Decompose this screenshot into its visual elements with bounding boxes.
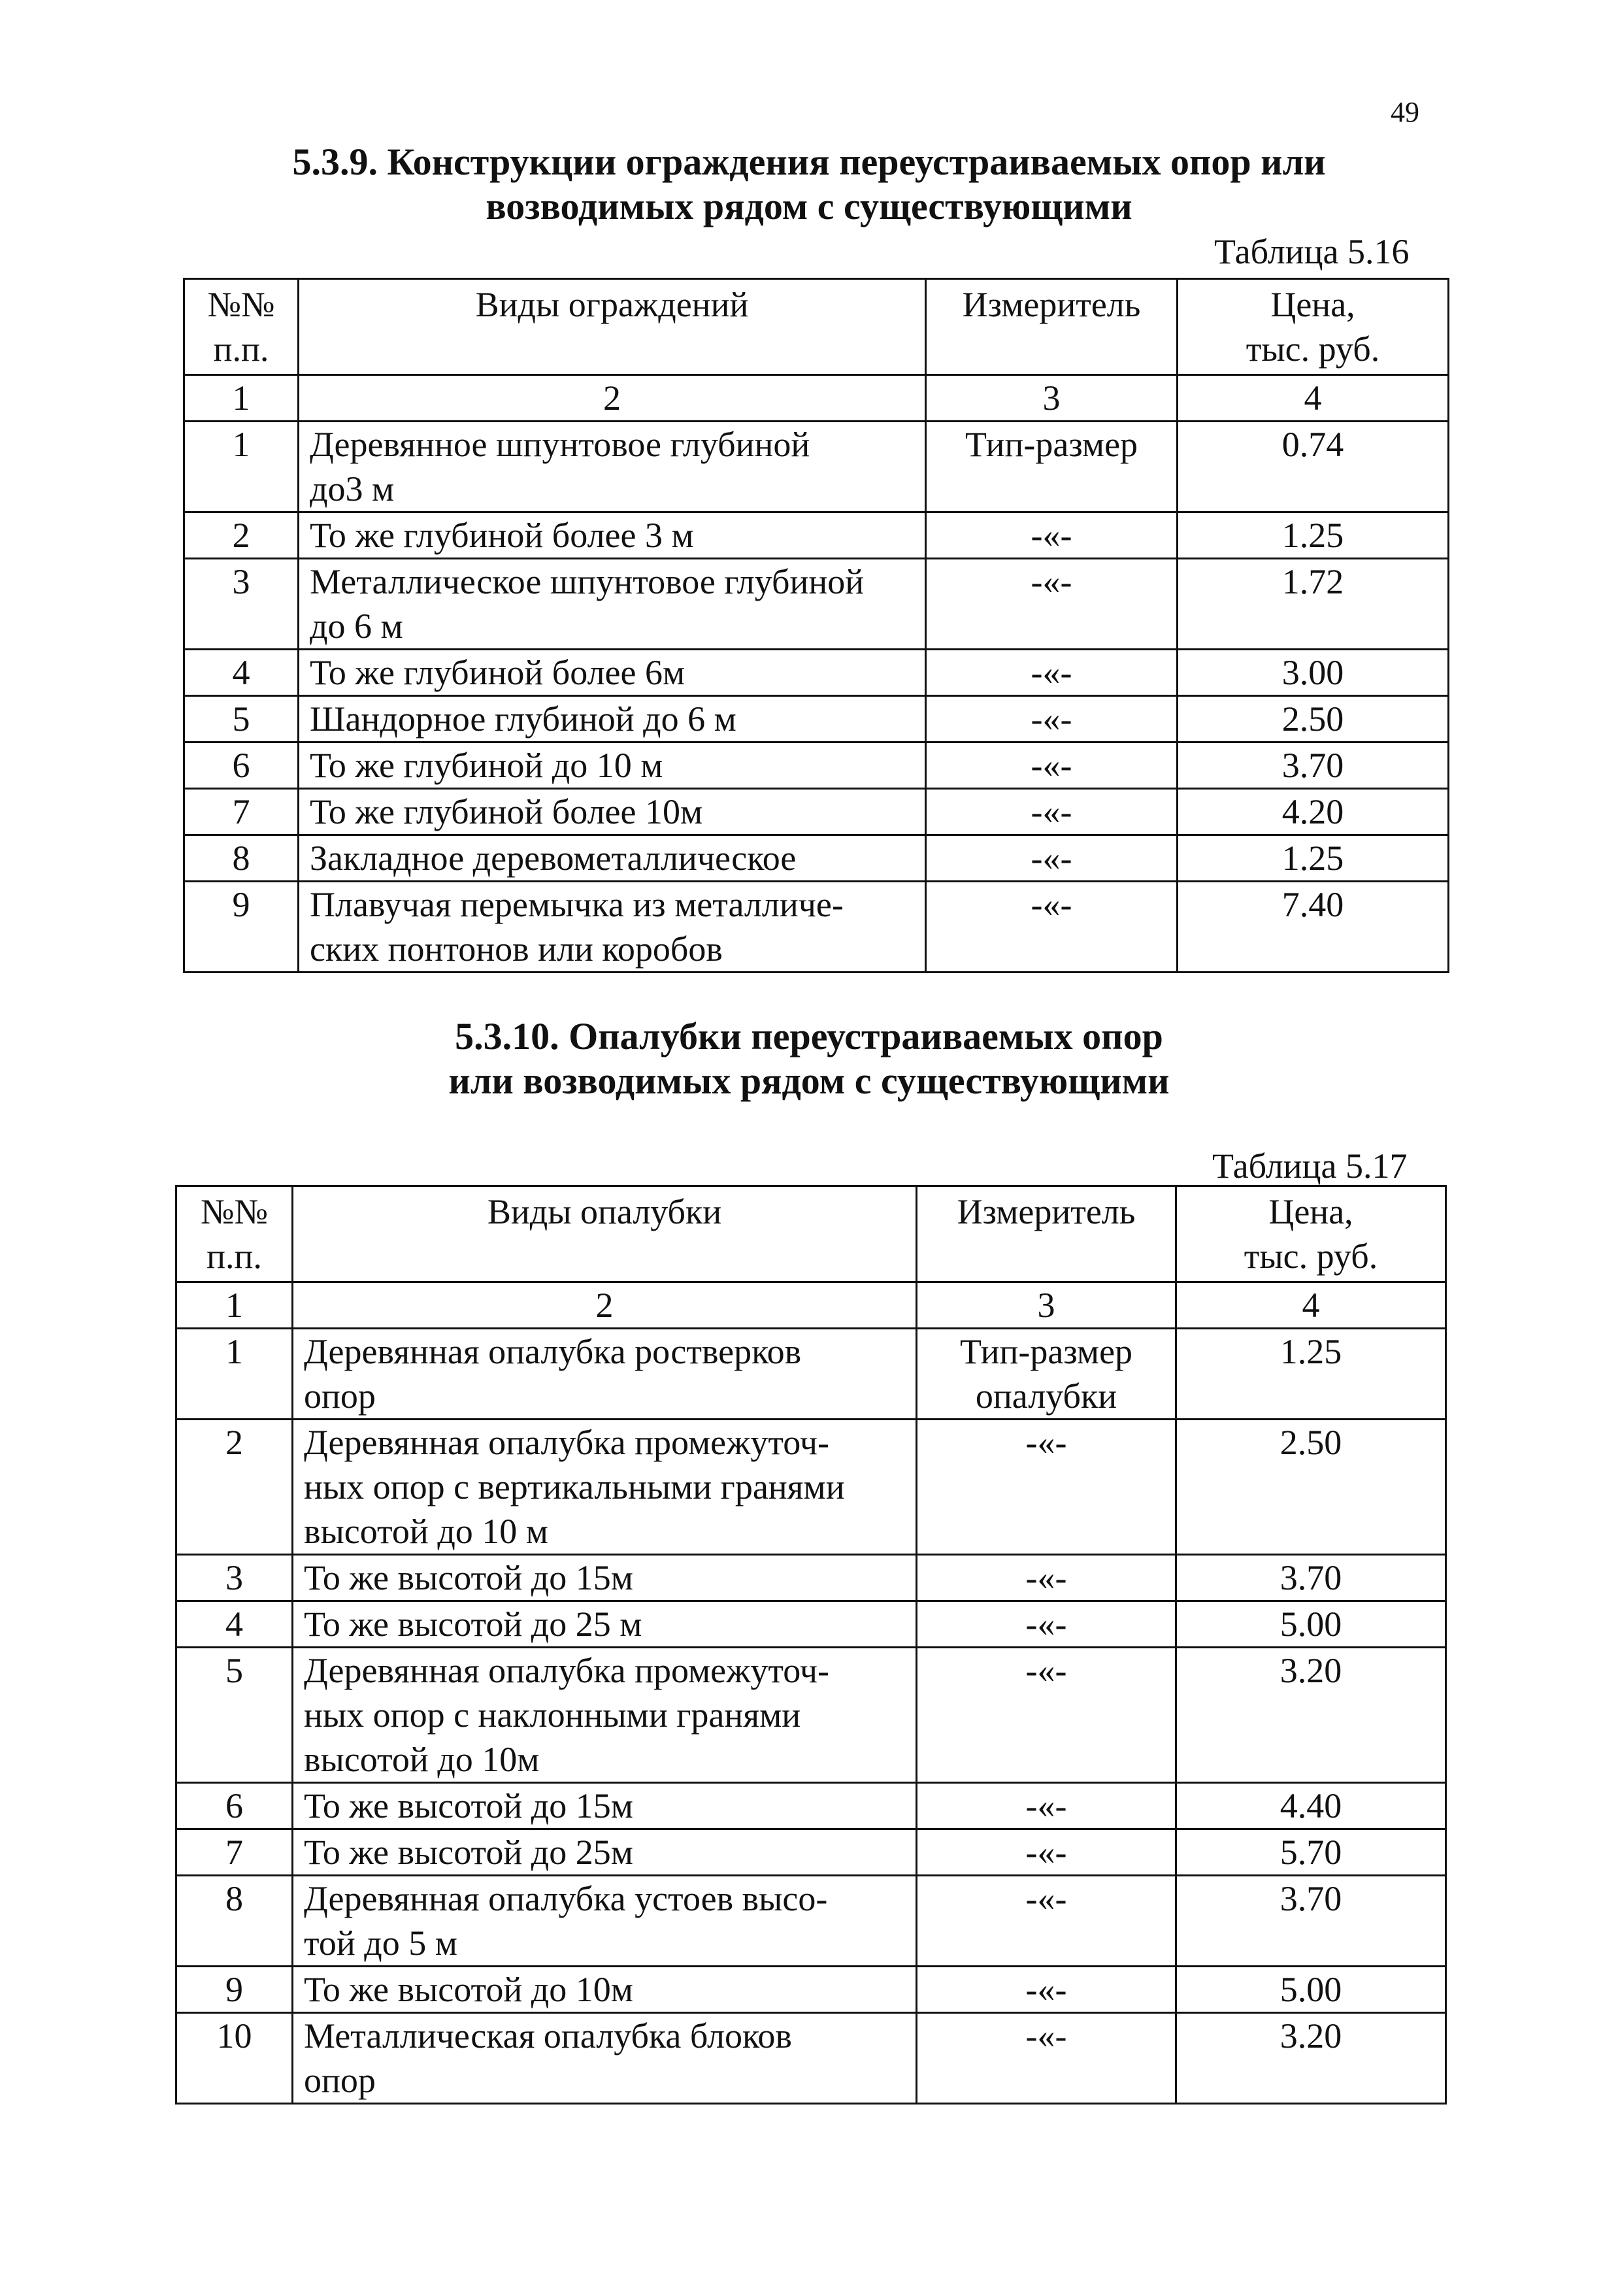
row-description (299, 422, 926, 512)
unit-line: -«- (1031, 653, 1072, 692)
row-number: 5 (176, 1648, 293, 1783)
column-number: 4 (1176, 1282, 1446, 1329)
column-number: 3 (926, 375, 1178, 422)
description-line: То же глубиной более 3 м (310, 516, 694, 555)
table-row (176, 1829, 1446, 1876)
row-unit (926, 559, 1178, 650)
row-unit (917, 1783, 1176, 1829)
description-line: высотой до 10м (304, 1740, 540, 1779)
column-number-row (184, 375, 1449, 422)
table-row (184, 742, 1449, 789)
unit-line: -«- (1031, 839, 1072, 878)
unit-line: -«- (1031, 516, 1072, 555)
section-title-formwork (0, 1014, 1618, 1103)
table-row (184, 422, 1449, 512)
row-price: 3.70 (1176, 1876, 1446, 1967)
description-line: То же глубиной более 10м (310, 792, 703, 831)
row-description (299, 835, 926, 882)
unit-line: -«- (1025, 2016, 1067, 2055)
table-row (184, 559, 1449, 650)
column-number: 2 (293, 1282, 917, 1329)
row-number: 7 (184, 789, 299, 835)
unit-line: -«- (1031, 792, 1072, 831)
description-line: ских понтонов или коробов (310, 929, 723, 969)
row-unit (926, 882, 1178, 973)
description-line: Плавучая перемычка из металличе- (310, 885, 844, 924)
row-unit (926, 742, 1178, 789)
row-unit (917, 1829, 1176, 1876)
unit-line: -«- (1025, 1833, 1067, 1872)
column-number: 1 (176, 1282, 293, 1329)
description-line: до 6 м (310, 607, 403, 646)
section-title-fencing (0, 140, 1618, 229)
formwork-table-body (176, 1329, 1446, 2104)
description-line: То же глубиной до 10 м (310, 746, 663, 785)
row-description (299, 882, 926, 973)
table-row (176, 1783, 1446, 1829)
row-price: 3.00 (1178, 650, 1449, 696)
description-line: То же высотой до 15м (304, 1786, 633, 1825)
table-row (184, 512, 1449, 559)
table-caption: Таблица 5.16 (1214, 232, 1410, 271)
unit-line: -«- (1031, 699, 1072, 739)
description-line: ных опор с наклонными гранями (304, 1695, 801, 1735)
unit-line: -«- (1031, 746, 1072, 785)
row-price: 4.20 (1178, 789, 1449, 835)
table-row (176, 1555, 1446, 1601)
unit-line: -«- (1025, 1786, 1067, 1825)
row-unit (917, 1601, 1176, 1648)
column-number: 2 (299, 375, 926, 422)
header-unit-cell: Измеритель (917, 1186, 1176, 1282)
row-unit (926, 835, 1178, 882)
header-price-cell (1178, 279, 1449, 375)
row-description (293, 1329, 917, 1420)
unit-line: опалубки (975, 1376, 1117, 1416)
row-unit (917, 2013, 1176, 2104)
table-row (176, 1420, 1446, 1555)
description-line: Шандорное глубиной до 6 м (310, 699, 736, 739)
row-unit (917, 1967, 1176, 2013)
table-row (184, 835, 1449, 882)
unit-line: Тип-размер (959, 1332, 1133, 1371)
formwork-table (175, 1185, 1447, 2105)
column-number-row (176, 1282, 1446, 1329)
table-row (184, 650, 1449, 696)
unit-line: -«- (1025, 1423, 1067, 1462)
table-row (184, 789, 1449, 835)
row-price: 1.25 (1178, 835, 1449, 882)
row-price: 7.40 (1178, 882, 1449, 973)
description-line: Деревянная опалубка промежуточ- (304, 1651, 830, 1690)
row-price: 0.74 (1178, 422, 1449, 512)
row-price: 3.20 (1176, 2013, 1446, 2104)
row-number: 2 (184, 512, 299, 559)
row-description (293, 1648, 917, 1783)
row-unit (926, 650, 1178, 696)
table-row (176, 1601, 1446, 1648)
table-row (176, 1648, 1446, 1783)
row-description (293, 1967, 917, 2013)
table-header-row (176, 1186, 1446, 1282)
description-line: То же высотой до 25м (304, 1833, 633, 1872)
description-line: ных опор с вертикальными гранями (304, 1467, 845, 1506)
unit-line: -«- (1025, 1651, 1067, 1690)
row-price: 5.00 (1176, 1601, 1446, 1648)
row-number: 4 (184, 650, 299, 696)
row-description (293, 1783, 917, 1829)
description-line: высотой до 10 м (304, 1512, 548, 1551)
table-row (184, 882, 1449, 973)
row-description (293, 2013, 917, 2104)
row-description (293, 1601, 917, 1648)
row-description (293, 1876, 917, 1967)
row-number: 10 (176, 2013, 293, 2104)
unit-line: -«- (1025, 1558, 1067, 1597)
row-number: 3 (176, 1555, 293, 1601)
row-price: 3.70 (1178, 742, 1449, 789)
unit-line: -«- (1025, 1879, 1067, 1918)
header-unit-cell: Измеритель (926, 279, 1178, 375)
table-row (176, 1876, 1446, 1967)
table-row (184, 696, 1449, 742)
row-description (299, 512, 926, 559)
title-line: 5.3.9. Конструкции ограждения переустраиваемых опор или (292, 141, 1326, 183)
row-price: 5.70 (1176, 1829, 1446, 1876)
description-line: Закладное деревометаллическое (310, 839, 797, 878)
row-price: 3.70 (1176, 1555, 1446, 1601)
header-text: тыс. руб. (1246, 329, 1380, 369)
description-line: Деревянное шпунтовое глубиной (310, 425, 810, 464)
row-unit (926, 512, 1178, 559)
fencing-table-body (184, 422, 1449, 973)
title-line: или возводимых рядом с существующими (448, 1059, 1170, 1102)
header-number-cell (184, 279, 299, 375)
table-header-row (184, 279, 1449, 375)
row-price: 5.00 (1176, 1967, 1446, 2013)
row-number: 5 (184, 696, 299, 742)
table-row (176, 2013, 1446, 2104)
fencing-table (183, 278, 1449, 973)
description-line: опор (304, 2061, 376, 2100)
row-number: 9 (176, 1967, 293, 2013)
description-line: опор (304, 1376, 376, 1416)
unit-line: -«- (1031, 562, 1072, 601)
row-number: 1 (176, 1329, 293, 1420)
description-line: Деревянная опалубка устоев высо- (304, 1879, 828, 1918)
description-line: Металлическое шпунтовое глубиной (310, 562, 865, 601)
table-row (176, 1967, 1446, 2013)
description-line: То же высотой до 25 м (304, 1605, 642, 1644)
description-line: до3 м (310, 469, 395, 508)
row-description (299, 650, 926, 696)
row-price: 4.40 (1176, 1783, 1446, 1829)
header-type-cell: Виды опалубки (293, 1186, 917, 1282)
row-number: 3 (184, 559, 299, 650)
row-price: 1.25 (1178, 512, 1449, 559)
row-unit (926, 696, 1178, 742)
header-text: тыс. руб. (1244, 1237, 1378, 1276)
row-number: 6 (176, 1783, 293, 1829)
table-row (176, 1329, 1446, 1420)
description-line: То же высотой до 10м (304, 1970, 633, 2009)
column-number: 4 (1178, 375, 1449, 422)
header-text: п.п. (206, 1237, 262, 1276)
row-price: 3.20 (1176, 1648, 1446, 1783)
header-text: Цена, (1268, 1192, 1353, 1231)
row-number: 4 (176, 1601, 293, 1648)
row-unit (917, 1876, 1176, 1967)
header-text: №№ (200, 1192, 269, 1231)
column-number: 3 (917, 1282, 1176, 1329)
table-caption: Таблица 5.17 (1212, 1146, 1408, 1186)
row-unit (917, 1420, 1176, 1555)
description-line: Металлическая опалубка блоков (304, 2016, 792, 2055)
row-description (293, 1420, 917, 1555)
row-unit (917, 1648, 1176, 1783)
description-line: То же глубиной более 6м (310, 653, 685, 692)
row-unit (917, 1329, 1176, 1420)
row-unit (926, 789, 1178, 835)
row-number: 1 (184, 422, 299, 512)
title-line: возводимых рядом с существующими (486, 185, 1132, 227)
description-line: той до 5 м (304, 1923, 457, 1963)
column-number: 1 (184, 375, 299, 422)
row-number: 6 (184, 742, 299, 789)
unit-line: Тип-размер (965, 425, 1138, 464)
row-number: 2 (176, 1420, 293, 1555)
row-price: 1.25 (1176, 1329, 1446, 1420)
row-price: 1.72 (1178, 559, 1449, 650)
unit-line: -«- (1031, 885, 1072, 924)
header-price-cell (1176, 1186, 1446, 1282)
row-description (293, 1829, 917, 1876)
description-line: Деревянная опалубка промежуточ- (304, 1423, 830, 1462)
unit-line: -«- (1025, 1970, 1067, 2009)
row-description (299, 696, 926, 742)
row-unit (926, 422, 1178, 512)
row-unit (917, 1555, 1176, 1601)
unit-line: -«- (1025, 1605, 1067, 1644)
header-number-cell (176, 1186, 293, 1282)
row-price: 2.50 (1176, 1420, 1446, 1555)
row-number: 8 (184, 835, 299, 882)
row-description (299, 559, 926, 650)
row-number: 7 (176, 1829, 293, 1876)
row-number: 8 (176, 1876, 293, 1967)
title-line: 5.3.10. Опалубки переустраиваемых опор (455, 1015, 1163, 1057)
description-line: То же высотой до 15м (304, 1558, 633, 1597)
row-description (293, 1555, 917, 1601)
row-description (299, 789, 926, 835)
header-text: №№ (207, 285, 275, 324)
page-number: 49 (1391, 96, 1419, 128)
header-text: Цена, (1270, 285, 1355, 324)
description-line: Деревянная опалубка ростверков (304, 1332, 802, 1371)
header-text: п.п. (213, 329, 269, 369)
header-type-cell: Виды ограждений (299, 279, 926, 375)
row-description (299, 742, 926, 789)
row-number: 9 (184, 882, 299, 973)
row-price: 2.50 (1178, 696, 1449, 742)
